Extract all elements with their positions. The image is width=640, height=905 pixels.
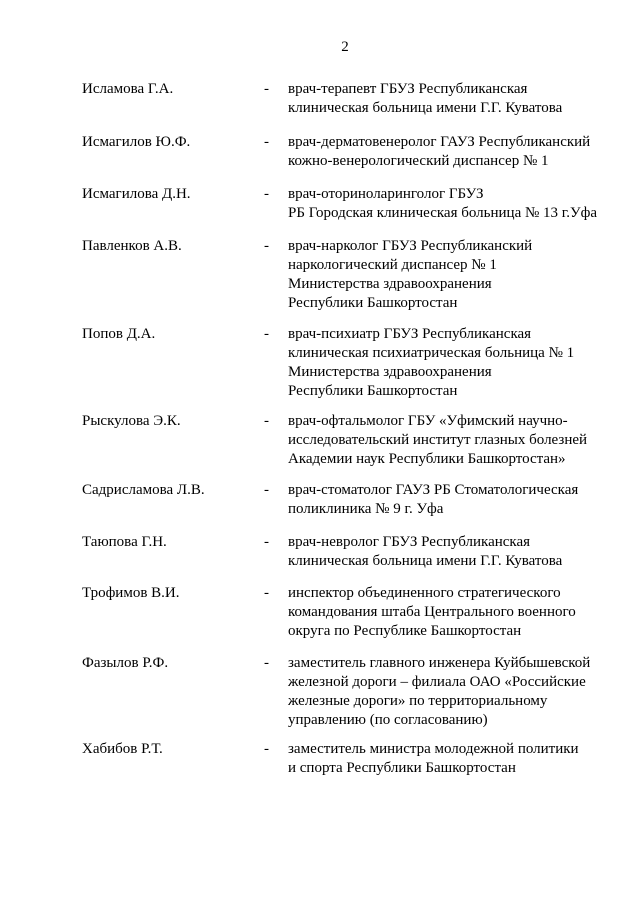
description-line: РБ Городская клиническая больница № 13 г.Уфа xyxy=(288,205,598,221)
person-name: Исмагилов Ю.Ф. xyxy=(82,134,191,150)
dash-separator: - xyxy=(264,81,269,97)
description-line: врач-психиатр ГБУЗ Республиканская xyxy=(288,326,532,342)
position-description xyxy=(288,133,618,171)
position-description xyxy=(288,325,618,401)
description-line: врач-стоматолог ГАУЗ РБ Стоматологическая xyxy=(288,482,579,498)
description-line: врач-оториноларинголог ГБУЗ xyxy=(288,186,484,202)
description-line: врач-дерматовенеролог ГАУЗ Республиканский xyxy=(288,134,591,150)
dash-separator: - xyxy=(264,326,269,342)
description-line: кожно-венерологический диспансер № 1 xyxy=(288,153,549,169)
description-line: железные дороги» по территориальному xyxy=(288,693,548,709)
dash-separator: - xyxy=(264,585,269,601)
description-line: врач-нарколог ГБУЗ Республиканский xyxy=(288,238,533,254)
dash-separator: - xyxy=(264,413,269,429)
position-description xyxy=(288,533,618,571)
dash-separator: - xyxy=(264,482,269,498)
description-line: управлению (по согласованию) xyxy=(288,712,488,728)
person-name: Трофимов В.И. xyxy=(82,585,180,601)
description-line: врач-терапевт ГБУЗ Республиканская xyxy=(288,81,528,97)
description-line: инспектор объединенного стратегического xyxy=(288,585,561,601)
description-line: врач-невролог ГБУЗ Республиканская xyxy=(288,534,531,550)
person-name: Попов Д.А. xyxy=(82,326,156,342)
description-line: Республики Башкортостан xyxy=(288,295,458,311)
description-line: Академии наук Республики Башкортостан» xyxy=(288,451,566,467)
description-line: Республики Башкортостан xyxy=(288,383,458,399)
description-line: исследовательский институт глазных болезней xyxy=(288,432,588,448)
position-description xyxy=(288,80,618,118)
person-name: Хабибов Р.Т. xyxy=(82,741,163,757)
position-description xyxy=(288,412,618,469)
description-line: и спорта Республики Башкортостан xyxy=(288,760,516,776)
dash-separator: - xyxy=(264,741,269,757)
person-name: Фазылов Р.Ф. xyxy=(82,655,169,671)
page-number: 2 xyxy=(341,39,349,55)
description-line: врач-офтальмолог ГБУ «Уфимский научно- xyxy=(288,413,568,429)
dash-separator: - xyxy=(264,534,269,550)
person-name: Павленков А.В. xyxy=(82,238,182,254)
position-description xyxy=(288,654,618,730)
position-description xyxy=(288,237,618,313)
dash-separator: - xyxy=(264,134,269,150)
description-line: командования штаба Центрального военного xyxy=(288,604,576,620)
dash-separator: - xyxy=(264,238,269,254)
person-name: Исмагилова Д.Н. xyxy=(82,186,191,202)
person-name: Таюпова Г.Н. xyxy=(82,534,167,550)
description-line: округа по Республике Башкортостан xyxy=(288,623,522,639)
person-name: Садрисламова Л.В. xyxy=(82,482,205,498)
description-line: клиническая больница имени Г.Г. Куватова xyxy=(288,553,563,569)
description-line: клиническая психиатрическая больница № 1 xyxy=(288,345,575,361)
position-description xyxy=(288,740,618,778)
dash-separator: - xyxy=(264,655,269,671)
position-description xyxy=(288,481,618,519)
description-line: Министерства здравоохранения xyxy=(288,364,492,380)
description-line: поликлиника № 9 г. Уфа xyxy=(288,501,444,517)
description-line: заместитель главного инженера Куйбышевской xyxy=(288,655,591,671)
description-line: железной дороги – филиала ОАО «Российские xyxy=(288,674,586,690)
position-description xyxy=(288,185,618,223)
description-line: наркологический диспансер № 1 xyxy=(288,257,497,273)
description-line: клиническая больница имени Г.Г. Куватова xyxy=(288,100,563,116)
dash-separator: - xyxy=(264,186,269,202)
description-line: заместитель министра молодежной политики xyxy=(288,741,579,757)
position-description xyxy=(288,584,618,641)
description-line: Министерства здравоохранения xyxy=(288,276,492,292)
person-name: Рыскулова Э.К. xyxy=(82,413,181,429)
person-name: Исламова Г.А. xyxy=(82,81,174,97)
